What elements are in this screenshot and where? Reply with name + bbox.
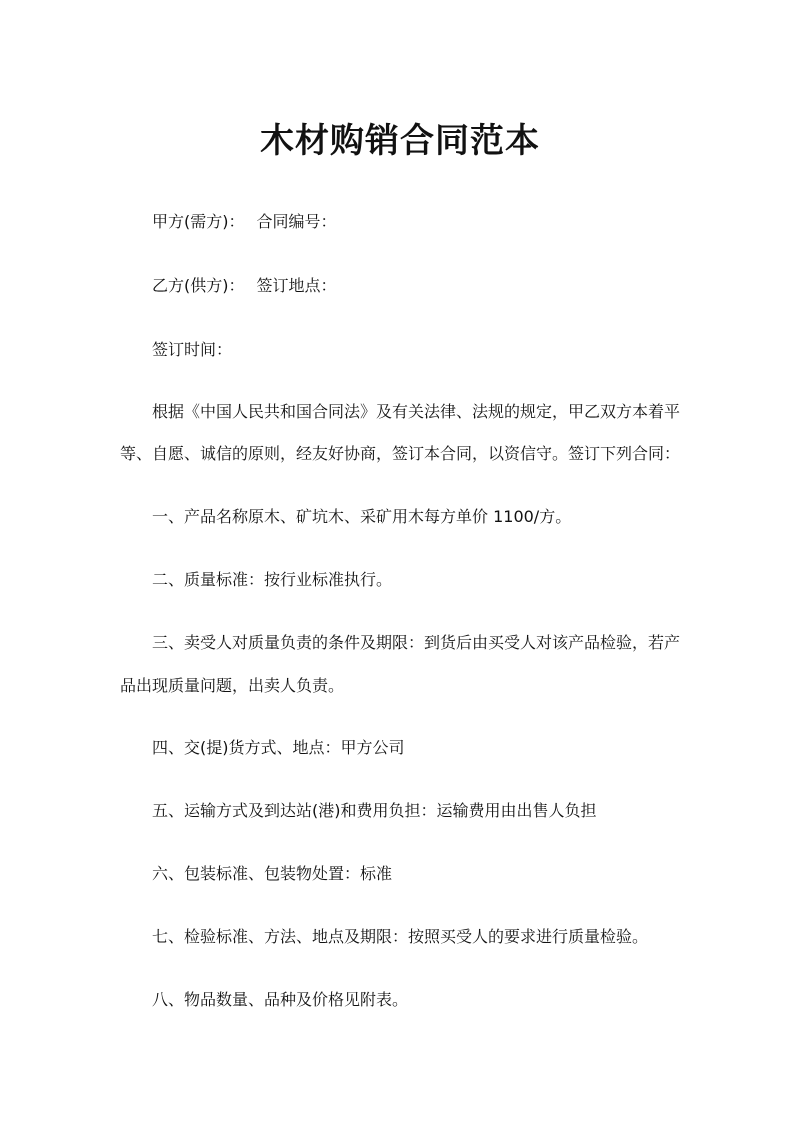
party-b-row bbox=[152, 275, 337, 297]
preamble-line-2: 等、自愿、诚信的原则，经友好协商，签订本合同，以资信守。签订下列合同： bbox=[120, 444, 681, 463]
sign-time-label: 签订时间： bbox=[152, 340, 233, 359]
clause-4: 四、交(提)货方式、地点：甲方公司 bbox=[152, 738, 405, 757]
party-a-label: 甲方(需方)： bbox=[152, 212, 245, 231]
clause-3-line-1: 三、卖受人对质量负责的条件及期限：到货后由买受人对该产品检验，若产 bbox=[152, 633, 681, 652]
preamble-line-1: 根据《中国人民共和国合同法》及有关法律、法规的规定，甲乙双方本着平 bbox=[152, 402, 681, 421]
clause-5: 五、运输方式及到达站(港)和费用负担：运输费用由出售人负担 bbox=[152, 801, 597, 820]
contract-number-label: 合同编号： bbox=[256, 212, 337, 231]
clause-2: 二、质量标准：按行业标准执行。 bbox=[152, 570, 393, 589]
sign-place-label: 签订地点： bbox=[256, 276, 337, 295]
party-b-label: 乙方(供方)： bbox=[152, 276, 245, 295]
clause-3-line-2: 品出现质量问题，出卖人负责。 bbox=[120, 676, 345, 695]
clause-6: 六、包装标准、包装物处置：标准 bbox=[152, 864, 393, 883]
clause-1: 一、产品名称原木、矿坑木、采矿用木每方单价 1100/方。 bbox=[152, 507, 572, 526]
clause-8: 八、物品数量、品种及价格见附表。 bbox=[152, 990, 409, 1009]
clause-7: 七、检验标准、方法、地点及期限：按照买受人的要求进行质量检验。 bbox=[152, 927, 649, 946]
party-a-row bbox=[152, 211, 337, 233]
document-title: 木材购销合同范本 bbox=[260, 121, 540, 161]
